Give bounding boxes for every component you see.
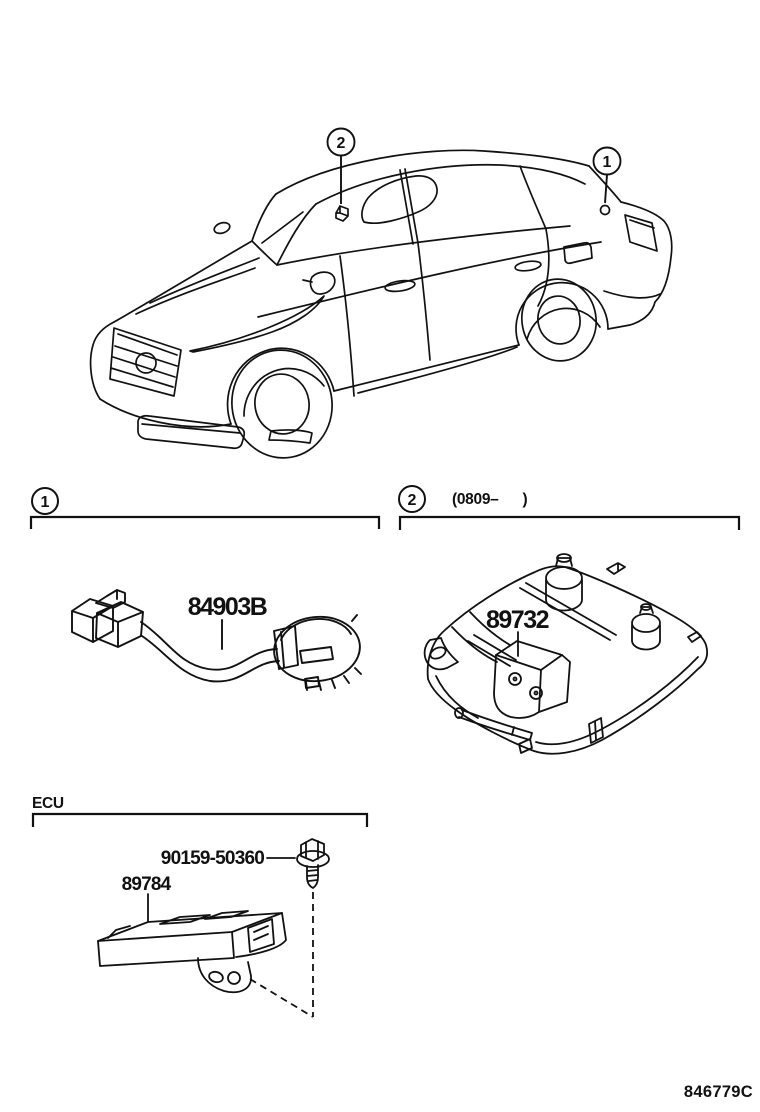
car-front-door-seam: [340, 256, 354, 396]
car-b-pillar: [400, 169, 418, 244]
car-a-pillar-far: [252, 194, 276, 241]
screw-shank: [307, 865, 318, 888]
sensor-block-screw-2-dot: [535, 692, 538, 695]
part-number-89784[interactable]: 89784: [121, 874, 171, 895]
rear-antenna-target: [601, 206, 610, 215]
car-trunk-rear: [608, 202, 672, 329]
ecu-89784-illustration: [98, 894, 286, 992]
part-89732-illustration: [425, 554, 708, 754]
callout-1-leader: [605, 175, 607, 203]
console-clip-top: [607, 563, 625, 574]
car-rear-bumper-line: [604, 291, 660, 298]
ecu-section-title: ECU: [32, 795, 64, 812]
section-2-applicability: (0809– ): [452, 491, 528, 508]
car-windshield-line: [262, 212, 303, 243]
callout-2-number[interactable]: 2: [336, 135, 346, 152]
rear-tire: [515, 273, 602, 367]
car-taillight: [625, 215, 657, 251]
car-roofline: [276, 150, 589, 194]
disc-inner-ring: [281, 619, 351, 640]
car-bumper-bottom: [100, 399, 231, 427]
car-headlight: [190, 296, 324, 352]
assembly-dashed-lines: [250, 892, 313, 1017]
ecu-mount-bracket: [198, 958, 251, 992]
part-number-90159-50360[interactable]: 90159-50360: [160, 848, 264, 869]
callout-1-number[interactable]: 1: [602, 154, 612, 171]
ecu-top-ridges: [108, 911, 248, 938]
sensor-block-body: [494, 655, 570, 718]
lamp-cylinder-2: [632, 614, 660, 632]
ecu-bracket-hole-1: [208, 970, 224, 983]
cable-bottom-edge: [142, 636, 279, 681]
front-tire: [223, 342, 340, 466]
car-front-face: [91, 322, 114, 399]
bracket-dashed-line: [250, 979, 313, 1017]
lamp-cylinder-1: [546, 567, 582, 589]
rear-rim: [534, 293, 584, 348]
cable-top-edge: [141, 622, 277, 670]
sensor-block-screw-1-dot: [514, 678, 517, 681]
car-hood-edge: [114, 241, 252, 322]
console-clip-right: [688, 632, 701, 642]
screw-hex-head: [301, 839, 324, 861]
sensor-block-top: [496, 641, 562, 670]
section-1-marker-number[interactable]: 1: [40, 494, 50, 511]
screw-90159-illustration: [267, 839, 329, 888]
ecu-bracket: [33, 814, 367, 827]
connector-front: [96, 602, 143, 647]
car-cowl: [252, 241, 277, 265]
section-2-bracket: [400, 517, 739, 530]
ecu-bracket-hole-2: [228, 972, 240, 984]
disc-center-slot: [300, 647, 333, 663]
car-rocker: [334, 345, 519, 391]
roof-sensor-target: [336, 206, 348, 221]
car-rear-door-seam: [418, 243, 430, 360]
screw-flange: [297, 851, 329, 867]
car-sunroof: [362, 176, 437, 223]
car-a-pillar-near: [277, 204, 316, 265]
car-drip-rail: [316, 165, 585, 204]
car-rear-door-handle: [515, 260, 542, 273]
car-illustration: [91, 150, 672, 466]
console-wire-rod: [459, 710, 532, 740]
section-2-header: [399, 486, 739, 530]
car-grille: [110, 328, 181, 396]
car-hood-crease-1: [150, 258, 259, 303]
part-number-84903b[interactable]: 84903B: [187, 593, 267, 621]
section-1-bracket: [31, 517, 379, 529]
car-lower-door-line: [358, 347, 517, 393]
sensor-block-screw-1: [509, 673, 521, 685]
section-2-marker-number[interactable]: 2: [407, 492, 417, 509]
car-side-mirror: [303, 272, 335, 294]
car-c-pillar: [520, 166, 546, 229]
part-number-89732[interactable]: 89732: [485, 606, 549, 634]
document-code: 846779C: [683, 1083, 753, 1101]
car-callouts: [328, 129, 621, 205]
car-beltline: [277, 226, 570, 265]
ecu-box-right: [236, 913, 286, 957]
section-1-header: [31, 488, 379, 529]
car-far-mirror: [213, 221, 231, 235]
